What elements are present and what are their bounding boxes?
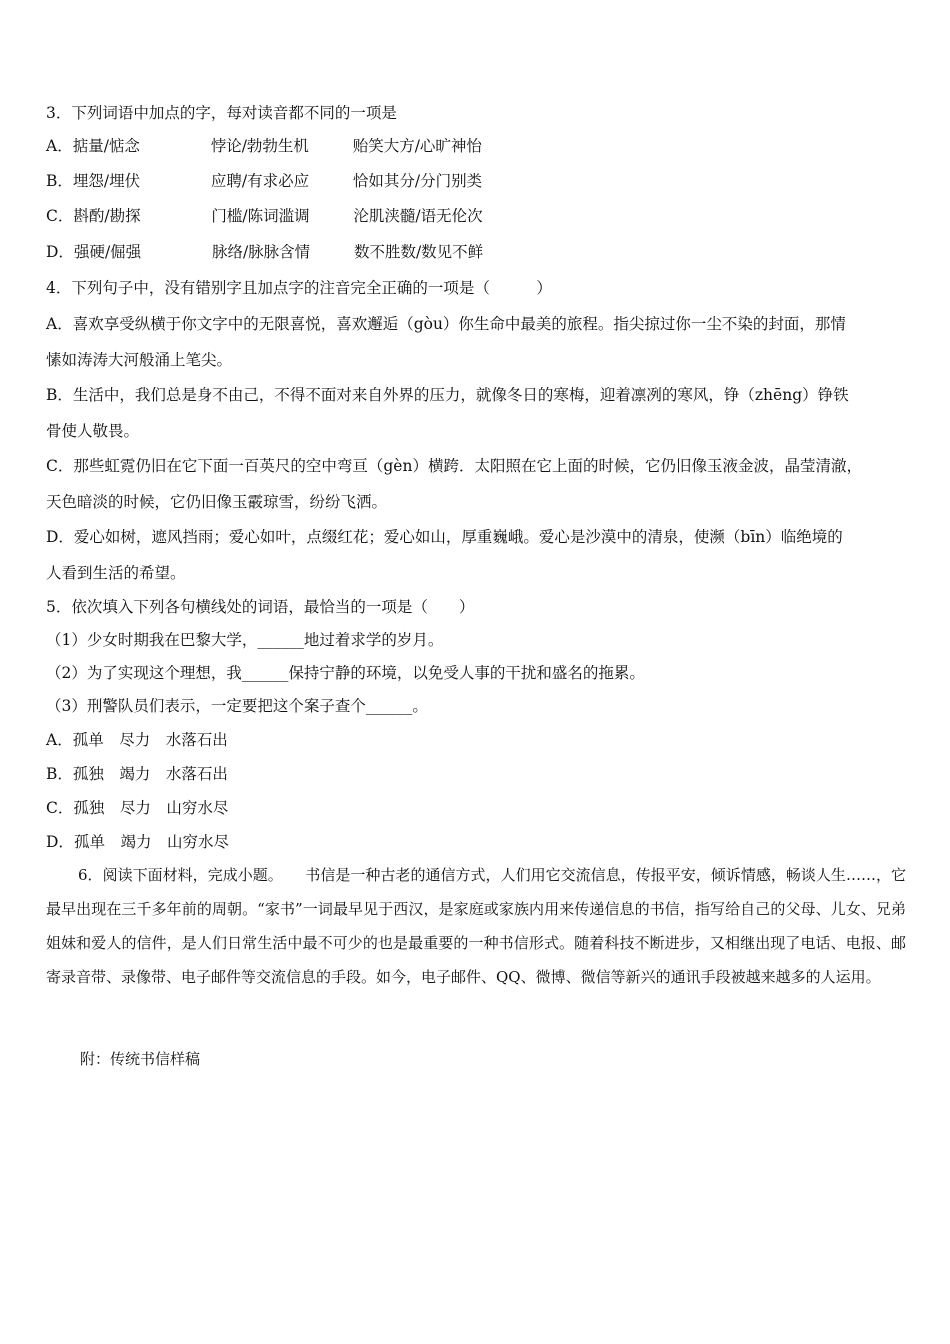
- option-label: C．: [46, 207, 74, 225]
- q3-stem: 3．下列词语中加点的字，每对读音都不同的一项是: [46, 104, 397, 122]
- q4-option-a-line2: 愫如涛涛大河般涌上笔尖。: [46, 351, 233, 369]
- option-word-3: 沦肌浃髓/语无伦次: [353, 207, 483, 225]
- q4-option-b-line2: 骨使人敬畏。: [46, 422, 140, 440]
- option-label: B．: [46, 172, 73, 190]
- option-word-3: 数不胜数/数见不鲜: [353, 243, 484, 261]
- option-word-3: 恰如其分/分门别类: [352, 172, 483, 190]
- q4-option-c-line2: 天色暗淡的时候，它仍旧像玉霰琼雪，纷纷飞洒。: [46, 493, 388, 511]
- option-word-2: 脉络/脉脉含情: [211, 243, 311, 261]
- q4-stem: 4．下列句子中，没有错别字且加点字的注音完全正确的一项是（ ）: [46, 279, 552, 297]
- option-text: 孤单 尽力 水落石出: [72, 731, 228, 749]
- q5-sentence-2: （2）为了实现这个理想，我______保持宁静的环境，以免受人事的干扰和盛名的拖累。: [46, 664, 645, 682]
- q6-passage: 6．阅读下面材料，完成小题。 书信是一种古老的通信方式，人们用它交流信息，传报平安，倾诉情感，畅谈人生……，它最早出现在三千多年前的周朝。“家书”一词最早见于西汉，是家庭或家族内用来传递信息的书信，指写给自己的父母、儿女、兄弟姐妹和爱人的信件，是人们日常生活中最不可少的也是最重要的一种书信形式。随着科技不断进步，又相继出现了电话、电报、邮寄录音带、录像带、电子邮件等交流信息的手段。如今，电子邮件、QQ、微博、微信等新兴的通讯手段被越来越多的人运用。: [46, 866, 906, 986]
- option-word-3: 贻笑大方/心旷神怡: [352, 137, 482, 155]
- q3-option-a[interactable]: [46, 136, 482, 156]
- q4-option-a-line1[interactable]: A．喜欢享受纵横于你文字中的无限喜悦，喜欢邂逅（gòu）你生命中最美的旅程。指尖掠过你一尘不染的封面，那情: [46, 315, 846, 333]
- option-word-2: 应聘/有求必应: [210, 172, 310, 190]
- q4-option-d-line1[interactable]: D．爱心如树，遮风挡雨；爱心如叶，点缀红花；爱心如山，厚重巍峨。爱心是沙漠中的清泉，使濒（bīn）临绝境的: [46, 528, 843, 546]
- option-word-1: 斟酌/勘探: [73, 207, 141, 225]
- option-label: B．: [46, 765, 73, 783]
- q6-appendix-note: 附：传统书信样稿: [80, 1050, 201, 1068]
- q4-option-d-line2: 人看到生活的希望。: [46, 564, 186, 582]
- q5-sentence-3: （3）刑警队员们表示，一定要把这个案子查个______。: [46, 697, 428, 715]
- option-text: 孤单 竭力 山穷水尽: [73, 833, 229, 851]
- option-label: D．: [46, 243, 74, 261]
- q5-stem: 5．依次填入下列各句横线处的词语，最恰当的一项是（ ）: [46, 598, 475, 616]
- option-label: A．: [46, 731, 73, 749]
- q3-option-d[interactable]: [46, 242, 483, 262]
- q5-option-c[interactable]: [46, 798, 228, 818]
- option-word-1: 强硬/倔强: [73, 243, 142, 261]
- q3-option-c[interactable]: [46, 206, 483, 226]
- option-word-2: 门槛/陈词滥调: [211, 207, 310, 225]
- q3-option-b[interactable]: [46, 171, 482, 191]
- option-text: 孤独 竭力 水落石出: [72, 765, 228, 783]
- q5-option-b[interactable]: [46, 764, 228, 784]
- q4-option-b-line1[interactable]: B．生活中，我们总是身不由己，不得不面对来自外界的压力，就像冬日的寒梅，迎着凛冽的寒风，铮（zhēng）铮铁: [46, 386, 849, 404]
- q5-option-d[interactable]: [46, 832, 229, 852]
- option-text: 孤独 尽力 山穷水尽: [73, 799, 229, 817]
- option-word-1: 掂量/惦念: [72, 137, 140, 155]
- q5-sentence-1: （1）少女时期我在巴黎大学，______地过着求学的岁月。: [46, 631, 444, 649]
- option-word-2: 悖论/勃勃生机: [210, 137, 309, 155]
- option-label: D．: [46, 833, 74, 851]
- option-label: A．: [46, 137, 73, 155]
- q5-option-a[interactable]: [46, 730, 228, 750]
- q4-option-c-line1[interactable]: C．那些虹霓仍旧在它下面一百英尺的空中弯亘（gèn）横跨．太阳照在它上面的时候，它仍旧像玉液金波，晶莹清澈，: [46, 457, 862, 475]
- option-word-1: 埋怨/埋伏: [72, 172, 141, 190]
- option-label: C．: [46, 799, 74, 817]
